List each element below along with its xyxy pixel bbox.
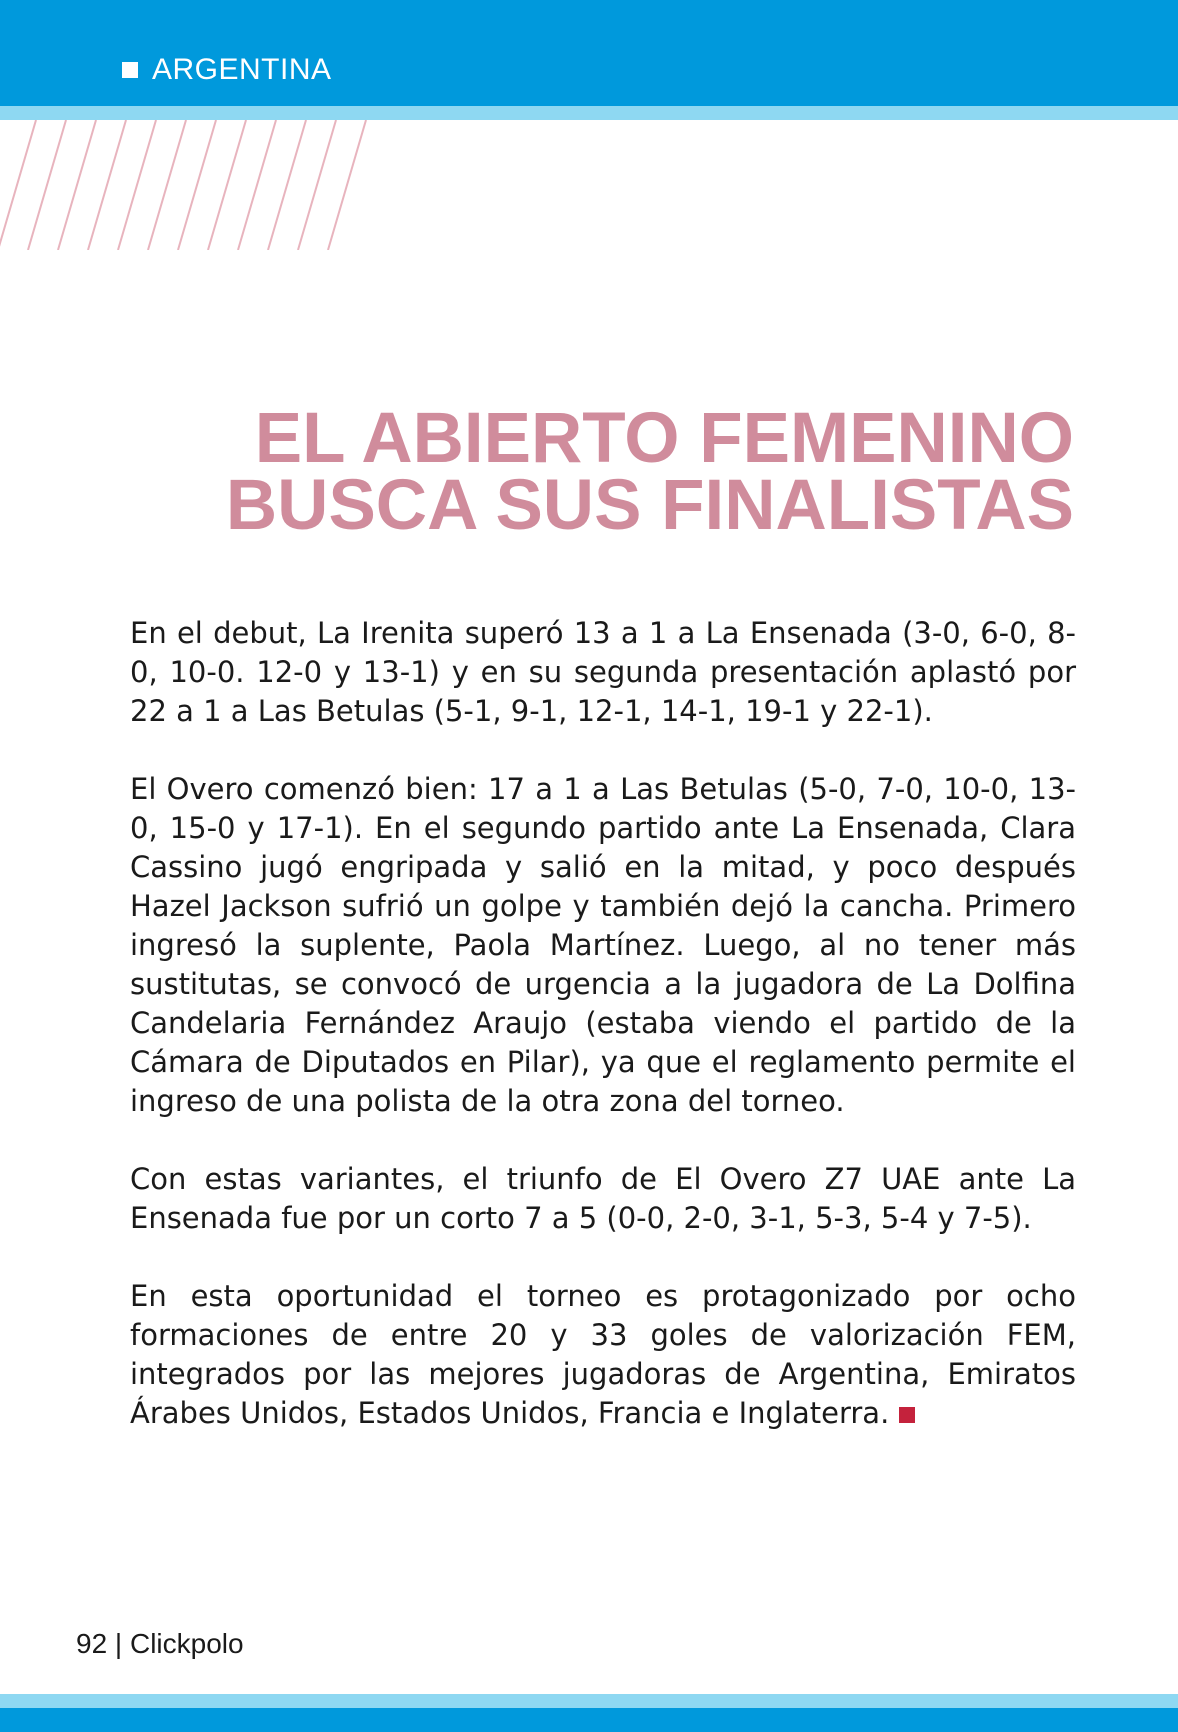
article-body	[130, 614, 1076, 1472]
paragraph-1: En el debut, La Irenita superó 13 a 1 a La Ensenada (3-0, 6-0, 8-0, 10-0. 12-0 y 13-1) y en su segunda presentación aplastó por 22 a 1 a Las Betulas (5-1, 9-1, 12-1, 14-1, 19-1 y 22-1).	[130, 616, 1076, 728]
section-label: ARGENTINA	[152, 53, 332, 86]
section-tag	[122, 50, 332, 90]
diagonal-hatch-decoration	[0, 120, 370, 250]
page-footer: 92 | Clickpolo	[76, 1628, 244, 1659]
footer-bar	[0, 1708, 1178, 1732]
end-of-article-icon	[899, 1407, 915, 1423]
header-accent-stripe	[0, 106, 1178, 120]
headline-line-2: BUSCA SUS FINALISTAS	[225, 466, 1074, 545]
footer-accent-stripe	[0, 1694, 1178, 1708]
paragraph-3: Con estas variantes, el triunfo de El Overo Z7 UAE ante La Ensenada fue por un corto 7 a 5 (0-0, 2-0, 3-1, 5-3, 5-4 y 7-5).	[130, 1162, 1076, 1235]
paragraph-4	[130, 1277, 1076, 1433]
section-square-icon	[122, 62, 138, 78]
paragraph-4-text: En esta oportunidad el torneo es protagonizado por ocho formaciones de entre 20 y 33 goles de valorización FEM, integrados por las mejores jugadoras de Argentina, Emiratos Árabes Unidos, Estados Unidos, Francia e Inglaterra.	[130, 1279, 1076, 1430]
article-headline	[114, 399, 1074, 545]
headline-line-1: EL ABIERTO FEMENINO	[254, 399, 1074, 478]
paragraph-2: El Overo comenzó bien: 17 a 1 a Las Betulas (5-0, 7-0, 10-0, 13-0, 15-0 y 17-1). En el segundo partido ante La Ensenada, Clara Cassino jugó engripada y salió en la mitad, y poco después Hazel Jackson sufrió un golpe y también dejó la cancha. Primero ingresó la suplente, Paola Martínez. Luego, al no tener más sustitutas, se convocó de urgencia a la jugadora de La Dolfina Candelaria Fernández Araujo (estaba viendo el partido de la Cámara de Diputados en Pilar), ya que el reglamento permite el ingreso de una polista de la otra zona del torneo.	[130, 772, 1076, 1118]
